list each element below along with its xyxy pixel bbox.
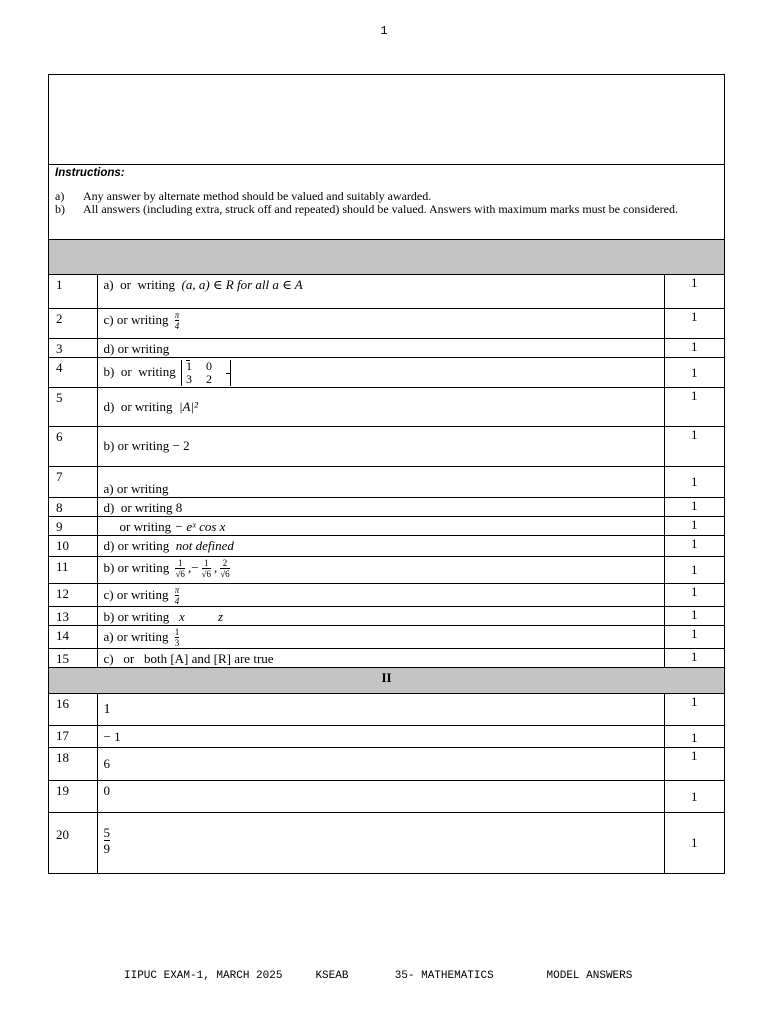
table-row [49,338,724,357]
answer-expression: not defined [175,537,234,553]
answer-expression: (a, a) ∈ R for all a ∈ A [181,276,303,292]
marks: 1 [664,556,724,583]
answer-option: b) [103,363,115,379]
instruction-label: a) [55,189,65,203]
marks: 1 [664,426,724,466]
question-number: 10 [49,535,97,556]
answer-fraction: $\frac{2}{√6}$ [220,557,230,579]
table-row [49,516,724,535]
answer-value: 6 [103,755,110,771]
answer-prefix: or writing [116,628,169,644]
answer-option: d) [103,340,115,356]
question-number: 16 [49,693,97,725]
answer-option: d) [103,398,115,414]
answer-key-sheet [48,74,725,874]
table-row [49,606,724,625]
question-number: 4 [49,357,97,387]
answer-prefix: or [120,363,132,379]
question-number: 1 [49,274,97,308]
answer-option: c) [103,650,114,666]
answer-cell [97,338,664,357]
answer-prefix: or writing [120,398,173,414]
instruction-item [55,203,718,216]
answer-cell [97,535,664,556]
question-number: 6 [49,426,97,466]
marks: 1 [664,274,724,308]
answer-value: 1 [103,701,111,717]
answer-writing: writing [138,363,176,379]
answer-cell [97,497,664,516]
question-number: 18 [49,747,97,780]
answer-expression: − eˣ cos x [174,518,226,534]
answer-cell: b) or writing $\frac{1}{√6}$ ,− $\frac{1}{√6}$ , $\frac{2}{√6}$ [97,556,664,583]
answer-option: d) [103,537,115,553]
answer-fraction: $\frac{1}{√6}$ [201,557,211,579]
answer-cell [97,780,664,812]
answer-cell [97,812,664,873]
question-number: 7 [49,466,97,497]
footer-title: MODEL ANSWERS [546,970,633,982]
instructions-block [49,165,724,240]
question-number: 11 [49,556,97,583]
answer-cell [97,747,664,780]
question-number: 15 [49,648,97,667]
answer-cell [97,648,664,667]
marks: 1 [664,693,724,725]
answer-option: b) [103,437,115,453]
answer-expression: |A|² [178,398,198,414]
answer-cell [97,274,664,308]
answer-option: c) [103,311,114,327]
answer-expression: both [A] and [R] are true [143,650,274,666]
answer-cell [97,466,664,497]
answer-prefix: or writing [116,311,169,327]
table-row [49,308,724,338]
marks: 1 [664,812,724,873]
marks: 1 [664,747,724,780]
page-footer [124,970,632,982]
table-row [49,780,724,812]
table-row [49,648,724,667]
question-number: 8 [49,497,97,516]
page-number: 1 [380,24,388,38]
answer-option: d) [103,499,115,515]
table-row [49,497,724,516]
instruction-text: Any answer by alternate method should be valued and suitably awarded. [83,189,432,203]
table-row [49,387,724,426]
table-row [49,466,724,497]
table-row [49,693,724,725]
table-row [49,812,724,873]
question-number: 19 [49,780,97,812]
marks: 1 [664,466,724,497]
question-number: 20 [49,812,97,873]
marks: 1 [664,535,724,556]
table-header-row [49,240,724,274]
answer-prefix: or writing [116,586,169,602]
instruction-text: All answers (including extra, struck off and repeated) should be valued. Answers with maximum marks must be considered. [83,202,678,216]
marks: 1 [664,648,724,667]
marks: 1 [664,308,724,338]
table-row [49,625,724,648]
answer-cell [97,725,664,747]
answer-fraction: $\frac{\pi}{4}$ [174,584,180,606]
table-row [49,556,724,583]
answer-cell [97,693,664,725]
answer-fraction: $\frac{1}{√6}$ [175,557,185,579]
answer-cell [97,387,664,426]
answer-expression: z [218,608,224,624]
answer-value: 0 [103,782,110,798]
answer-prefix: or writing [120,499,173,515]
header-box [49,75,724,165]
answer-prefix: or writing [117,340,170,356]
marks: 1 [664,516,724,535]
answer-fraction: $\frac{1}{3}$ [174,626,180,648]
answer-fraction: $\frac{5}{9}$ [103,824,110,856]
answers-table [49,240,724,873]
footer-exam: IIPUC EXAM-1, MARCH 2025 [124,970,283,982]
question-number: 17 [49,725,97,747]
table-row [49,725,724,747]
answer-prefix: or writing [119,518,172,534]
answer-fraction: $\frac{\pi}{4}$ [174,309,180,331]
answer-expression: − 2 [172,437,190,453]
question-number: 3 [49,338,97,357]
answer-option: b) [103,608,115,624]
marks: 1 [664,780,724,812]
instruction-label: b) [55,202,65,216]
answer-option: a) [103,276,114,292]
marks: 1 [664,357,724,387]
answer-writing: writing [137,276,176,292]
section-header-row [49,667,724,693]
answer-cell [97,357,664,387]
answer-cell [97,606,664,625]
table-row [49,747,724,780]
footer-board: KSEAB [315,970,349,982]
table-row [49,357,724,387]
question-number: 9 [49,516,97,535]
answer-cell [97,625,664,648]
answer-option: c) [103,586,114,602]
answer-matrix: 1 0 3 2 [181,360,231,386]
answer-cell [97,516,664,535]
answer-option: b) [103,559,115,575]
answer-prefix: or [120,276,131,292]
section-label: II [49,667,724,693]
footer-subject: 35- MATHEMATICS [394,970,494,982]
answer-prefix: or writing [117,559,170,575]
question-number: 14 [49,625,97,648]
answer-prefix: or writing [117,437,170,453]
question-number: 2 [49,308,97,338]
question-number: 12 [49,583,97,606]
marks: 1 [664,606,724,625]
answer-prefix: or [123,650,135,666]
answer-prefix: or writing [116,480,169,496]
answer-expression: 8 [175,499,183,515]
table-row [49,583,724,606]
answer-cell [97,426,664,466]
marks: 1 [664,497,724,516]
marks: 1 [664,625,724,648]
marks: 1 [664,338,724,357]
answer-cell [97,308,664,338]
answer-prefix: or writing [117,608,170,624]
answer-option: a) [103,480,114,496]
table-row [49,274,724,308]
instructions-title: Instructions: [55,167,125,179]
answer-prefix: or writing [117,537,170,553]
marks: 1 [664,725,724,747]
table-row [49,426,724,466]
answer-cell [97,583,664,606]
table-row [49,535,724,556]
answer-option: a) [103,628,114,644]
question-number: 5 [49,387,97,426]
answer-value: − 1 [103,728,121,744]
answer-expression: x [178,608,185,624]
marks: 1 [664,583,724,606]
marks: 1 [664,387,724,426]
question-number: 13 [49,606,97,625]
